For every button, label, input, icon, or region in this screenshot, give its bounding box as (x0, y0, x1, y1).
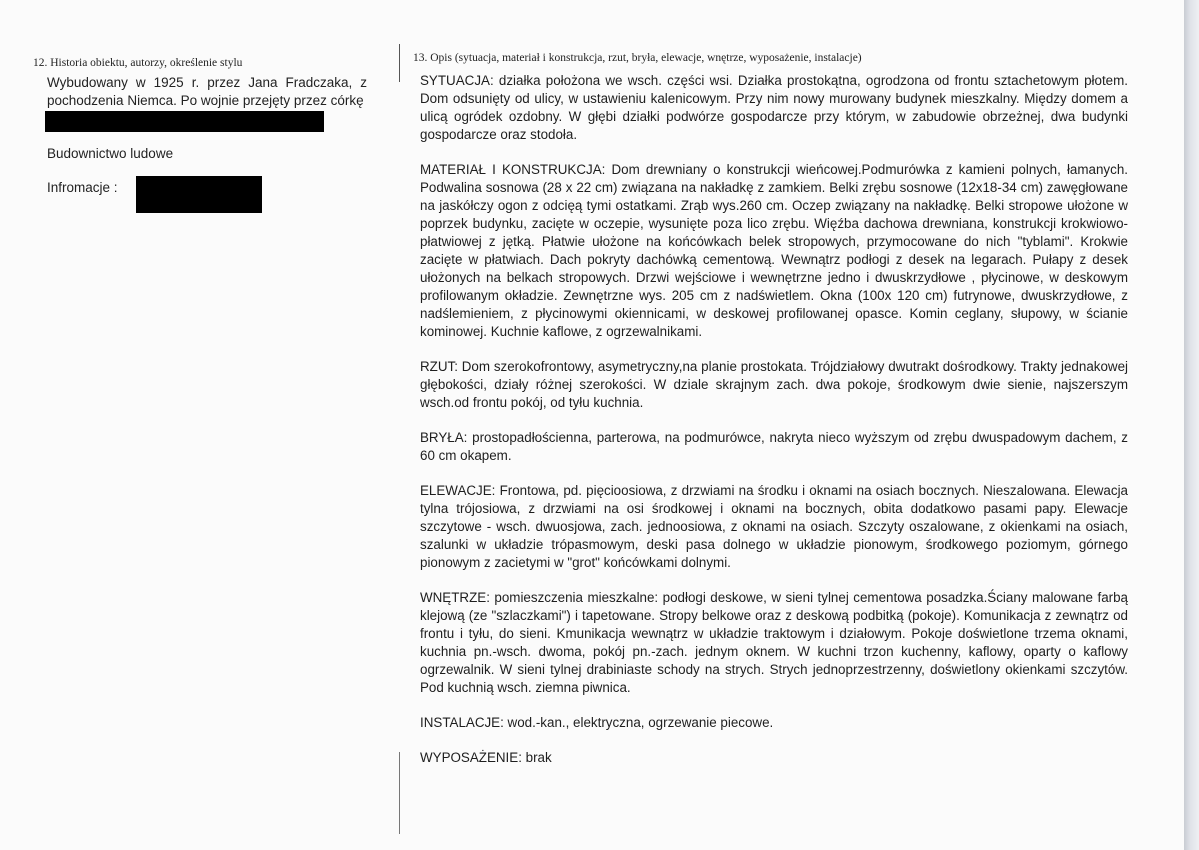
column-divider-top (399, 44, 400, 82)
history-text: Wybudowany w 1925 r. przez Jana Fradczaka, z pochodzenia Niemca. Po wojnie przejęty przez córkę (47, 75, 367, 108)
paragraph-plan: RZUT: Dom szerokofrontowy, asymetryczny,na planie prostokata. Trójdziałowy dwutrakt dośrodkowy. Trakty jednakowej głębokości, działy różnej szerokości. W dziale skrajnym zach. dwa pokoje, środkowym dwie sienie, najszerszym wsch.od frontu pokój, od tyłu kuchnia. (420, 359, 1128, 410)
description-body (420, 72, 1128, 784)
paragraph-material-construction: MATERIAŁ I KONSTRUKCJA: Dom drewniany o konstrukcji wieńcowej.Podmurówka z kamieni polnych, łamanych. Podwalina sosnowa (28 x 22 cm) związana na nakładkę z zamkiem. Belki zrębu sosnowe (12x18-34 cm) zawęgłowane na jaskółczy ogon z odcięą tymi ostatkami. Zrąb wys.260 cm. Oczep związany na nakładkę. Belki stropowe ułożone w poprzek budynku, zacięte w oczepie, wysunięte poza lico zrębu. Więźba dachowa drewniana, konstrukcji krokwiowo-płatwiowej z jętką. Płatwie ułożone na końcówkach belek stropowych, przymocowane do nich "tyblami". Krokwie zacięte w płatwiach. Dach pokryty dachówką cementową. Wewnątrz podłogi z desek na legarach. Pułapy z desek ułożonych na belkach stropowych. Drzwi wejściowe i wewnętrzne jedno i dwuskrzydłowe , płycinowe, w deskowym profilowanym okładzie. Zewnętrzne wys. 205 cm z nadświetlem. Okna (100x 120 cm) futrynowe, dwuskrzydłowe, z nadślemieniem, z płycinowymi okiennicami, w deskowej profilowanej opasce. Komin ceglany, słupowy, w ścianie kominowej. Kuchnie kaflowe, z ogrzewalnikami. (420, 162, 1128, 339)
redaction-box (136, 176, 262, 213)
paragraph-furnishing: WYPOSAŻENIE: brak (420, 750, 552, 765)
paragraph-massing: BRYŁA: prostopadłościenna, parterowa, na podmurówce, nakryta nieco wyższym od zrębu dwuspadowym dachem, z 60 cm okapem. (420, 430, 1128, 463)
paragraph-situation: SYTUACJA: działka położona we wsch. części wsi. Działka prostokątna, ogrodzona od frontu sztachetowym płotem. Dom odsunięty od ulicy, w ustawieniu kalenicowym. Przy nim nowy murowany budynek mieszkalny. Między domem a ulicą ogródek ozdobny. W głębi działki podwórze gospodarcze przy którym, w zabudowie obrzeżnej, dwa budynki gospodarcze oraz stodoła. (420, 73, 1128, 142)
paragraph-installations: INSTALACJE: wod.-kan., elektryczna, ogrzewanie piecowe. (420, 715, 774, 730)
paragraph-elevations: ELEWACJE: Frontowa, pd. pięcioosiowa, z drzwiami na środku i oknami na osiach bocznych. Nieszalowana. Elewacja tylna trójosiowa, z drzwiami na osi środkowej i oknami na bocznych, obita dodatkowo pasami papy. Elewacje szczytowe - wsch. dwuosjowa, zach. jednoosiowa, z oknami na osiach. Szczyty oszalowane, z okienkami na osiach, szalunki w układzie trópasmowym, deski pasa dolnego w układzie pionowym, środkowego poziomym, górnego pionowym z zacietymi w "grot" końcówkami dolnymi. (420, 483, 1128, 570)
redaction-bar (45, 111, 324, 132)
paragraph-interior: WNĘTRZE: pomieszczenia mieszkalne: podłogi deskowe, w sieni tylnej cementowa posadzka.Ściany malowane farbą klejową (ze "szlaczkami") i tapetowane. Stropy belkowe oraz z deskową podbitką (pokoje). Komunikacja z zewnątrz od frontu i tyłu, do sieni. Kmunikacja wewnątrz w układzie traktowym i działowym. Pokoje doświetlone trzema oknami, kuchnia pn.-wsch. dwoma, pokój pn.-zach. jednym oknem. W kuchni trzon kuchenny, kaflowy, oparty o kaflowy ogrzewalnik. W sieni tylnej drabiniaste schody na strych. Strych jednoprzestrzenny, doświetlony okienkami szczytów. Pod kuchnią wsch. ziemna piwnica. (420, 590, 1128, 695)
section-13-header: 13. Opis (sytuacja, materiał i konstrukcja, rzut, bryła, elewacje, wnętrze, wyposażenie, instalacje) (413, 52, 862, 64)
information-label: Infromacje : (47, 180, 118, 195)
style-text: Budownictwo ludowe (47, 146, 174, 161)
section-12-header: 12. Historia obiektu, autorzy, określenie stylu (33, 57, 243, 69)
page-edge (1184, 0, 1199, 850)
column-divider-bottom (399, 752, 400, 834)
